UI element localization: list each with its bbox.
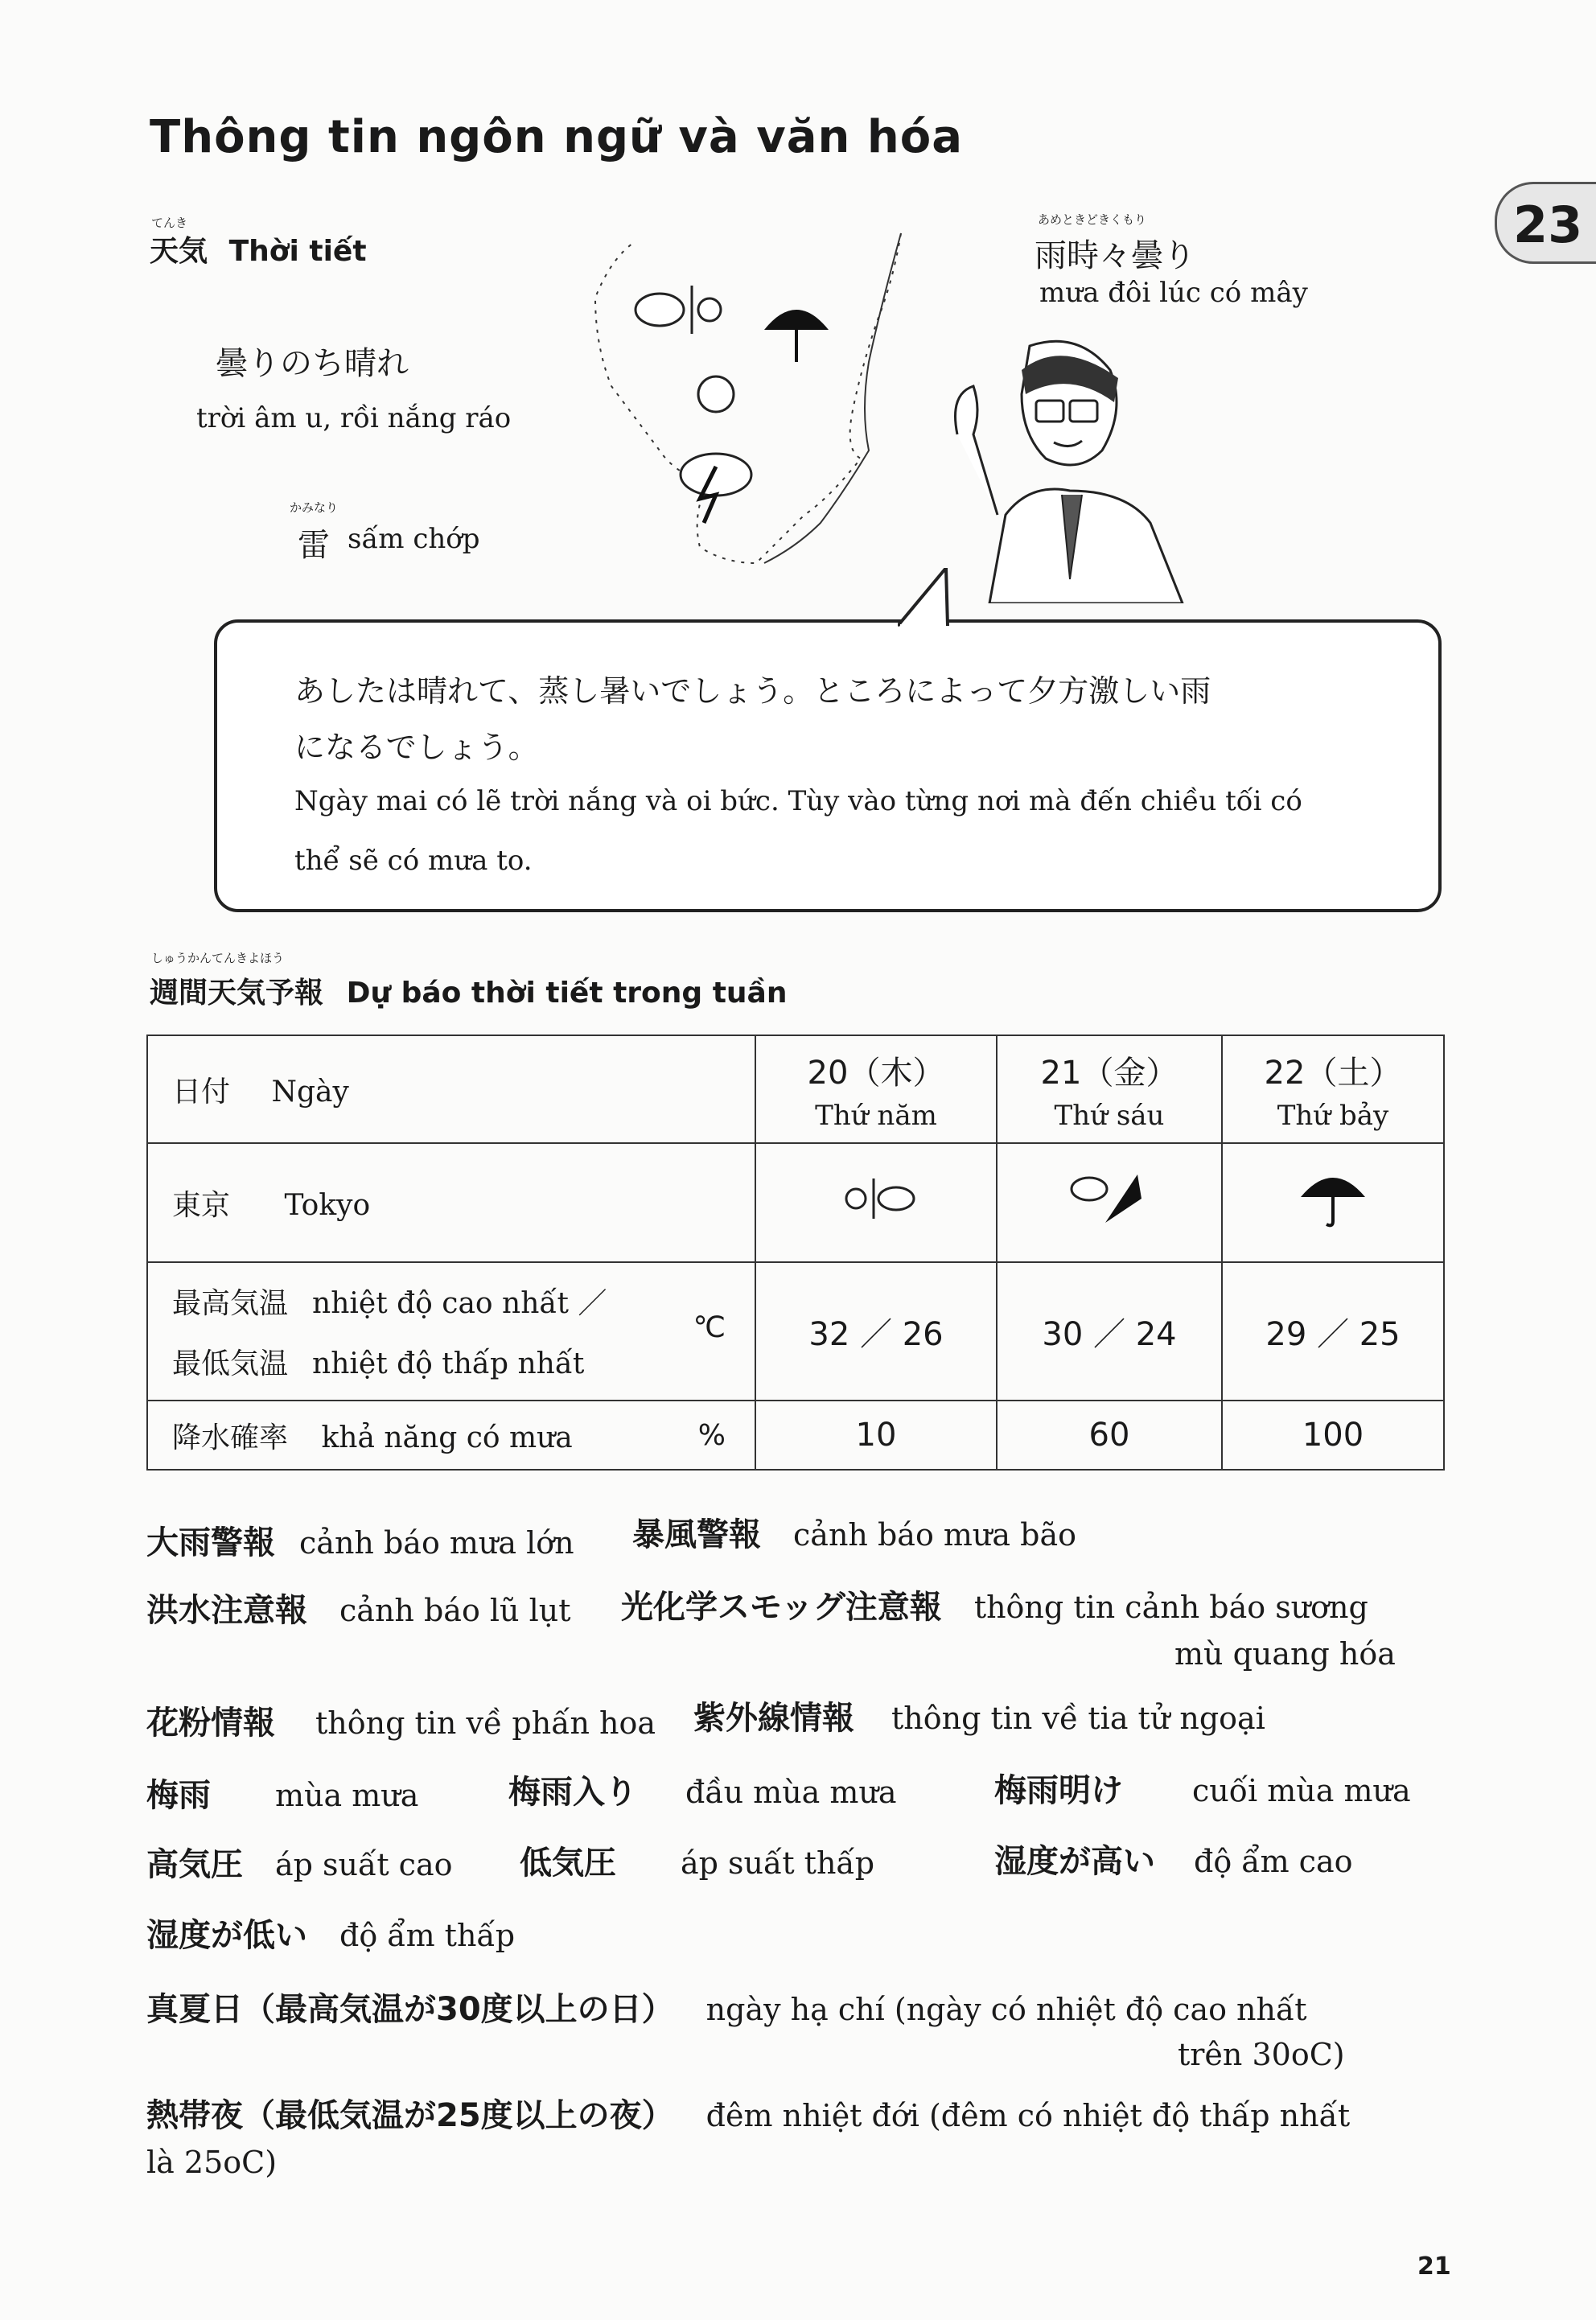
vocab-rainy-season-vn: mùa mưa — [275, 1778, 419, 1813]
vocab-rainy-season-jp: 梅雨 — [146, 1777, 211, 1814]
weather-heading-vn: Thời tiết — [228, 235, 367, 268]
label-rain-cloudy-jp: 雨時々曇り — [1035, 237, 1195, 274]
presenter-illustration — [941, 338, 1199, 603]
vocab-high-pressure-vn: áp suất cao — [275, 1847, 453, 1882]
vocab-midsummer-vn-2: trên 30oC) — [1178, 2037, 1345, 2072]
label-rain-cloudy-vn: mưa đôi lúc có mây — [1039, 277, 1308, 309]
page-title: Thông tin ngôn ngữ và văn hóa — [150, 111, 963, 163]
weather-heading-furigana: てんき — [151, 216, 188, 230]
vocab-rainy-end-jp: 梅雨明け — [994, 1772, 1123, 1809]
vocab-humid-low-jp: 湿度が低い — [146, 1917, 307, 1954]
vocab-heavy-rain-vn: cảnh báo mưa lớn — [299, 1525, 574, 1561]
speech-bubble — [214, 619, 1442, 912]
vocab-heavy-rain-jp: 大雨警報 — [146, 1524, 275, 1561]
weekly-forecast-table — [146, 1035, 1445, 1471]
umbrella-icon — [764, 310, 829, 362]
vocab-humid-high-vn: độ ẩm cao — [1194, 1844, 1353, 1879]
table-row-rain — [147, 1401, 1444, 1470]
speech-vn-line-2: thể sẽ có mưa to. — [294, 845, 533, 877]
forecast-heading-furigana: しゅうかんてんきよほう — [151, 951, 285, 965]
day-1-rain: 10 — [755, 1401, 997, 1470]
vocab-low-pressure-jp: 低気圧 — [520, 1845, 616, 1882]
forecast-heading-vn: Dự báo thời tiết trong tuần — [346, 977, 788, 1010]
vocab-low-pressure — [520, 1837, 874, 1883]
vocab-smog-jp: 光化学スモッグ注意報 — [621, 1589, 942, 1626]
vocab-flood-vn: cảnh báo lũ lụt — [339, 1593, 571, 1628]
day-2-rain: 60 — [997, 1401, 1222, 1470]
label-thunder-vn: sấm chớp — [348, 523, 480, 555]
table-row-temperature — [147, 1262, 1444, 1401]
day-2-weekday: Thứ sáu — [1054, 1099, 1165, 1132]
vocab-storm-jp: 暴風警報 — [632, 1516, 761, 1553]
vocab-midsummer-jp: 真夏日（最高気温が30度以上の日） — [146, 1991, 674, 2028]
day-3-date: 22（土） — [1264, 1054, 1402, 1092]
max-temp-jp: 最高気温 — [172, 1287, 289, 1320]
vocab-midsummer-vn: ngày hạ chí (ngày có nhiệt độ cao nhất — [705, 1992, 1307, 2027]
city-vn: Tokyo — [284, 1188, 371, 1222]
rain-vn: khả năng có mưa — [321, 1421, 573, 1454]
vocab-rainy-end-vn: cuối mùa mưa — [1192, 1773, 1411, 1808]
vocab-pollen — [146, 1697, 656, 1743]
label-rain-cloudy-furigana: あめときどきくもり — [1038, 212, 1147, 227]
day-2-cell — [997, 1035, 1222, 1143]
cloud-umbrella-icon — [1065, 1166, 1154, 1231]
vocab-humid-high — [994, 1836, 1353, 1882]
vocab-uv-vn: thông tin về tia tử ngoại — [891, 1701, 1265, 1736]
max-temp-vn: nhiệt độ cao nhất ／ — [312, 1287, 607, 1320]
page-number: 21 — [1417, 2252, 1451, 2281]
vocab-uv-jp: 紫外線情報 — [693, 1700, 854, 1737]
thunder-cloud-icon — [681, 454, 751, 523]
day-3-temps: 29 ／ 25 — [1222, 1262, 1444, 1401]
sun-icon — [698, 376, 734, 412]
vocab-smog-vn: thông tin cảnh báo sương — [973, 1590, 1368, 1625]
rain-label-cell — [147, 1401, 755, 1470]
speech-jp-line-2: になるでしょう。 — [294, 730, 539, 765]
vocab-heavy-rain — [146, 1517, 574, 1563]
vocab-rainy-start — [508, 1767, 897, 1812]
vocab-flood-jp: 洪水注意報 — [146, 1592, 307, 1629]
label-cloudy-then-sunny-vn: trời âm u, rồi nắng ráo — [196, 402, 512, 434]
cloud-sun-icon — [636, 286, 721, 334]
day-3-weather-cell — [1222, 1143, 1444, 1262]
day-1-cell — [755, 1035, 997, 1143]
vocab-midsummer — [146, 1984, 1307, 2030]
label-thunder-jp: 雷 — [298, 527, 330, 564]
table-row-date — [147, 1035, 1444, 1143]
vocab-tropical-night-vn: đêm nhiệt đới (đêm có nhiệt độ thấp nhất — [705, 2098, 1351, 2133]
day-3-cell — [1222, 1035, 1444, 1143]
lesson-number: 23 — [1513, 195, 1583, 254]
vocab-smog-vn-2: mù quang hóa — [1174, 1636, 1396, 1672]
label-cloudy-then-sunny-jp: 曇りのち晴れ — [216, 345, 409, 382]
day-3-rain: 100 — [1222, 1401, 1444, 1470]
day-2-date: 21（金） — [1040, 1054, 1178, 1092]
vocab-rainy-start-vn: đầu mùa mưa — [685, 1775, 897, 1810]
day-1-date: 20（木） — [807, 1054, 945, 1092]
vocab-high-pressure — [146, 1839, 453, 1885]
min-temp-vn: nhiệt độ thấp nhất — [312, 1347, 585, 1380]
vocab-humid-high-jp: 湿度が高い — [994, 1843, 1155, 1880]
vocab-tropical-night — [146, 2090, 1350, 2136]
vocab-tropical-night-vn-2: là 25oC) — [146, 2145, 278, 2180]
vocab-humid-low — [146, 1910, 515, 1956]
day-3-weekday: Thứ bảy — [1277, 1099, 1389, 1132]
vocab-rainy-start-jp: 梅雨入り — [508, 1774, 637, 1811]
rain-jp: 降水確率 — [172, 1421, 289, 1454]
forecast-heading-jp: 週間天気予報 — [150, 977, 324, 1010]
vocab-pollen-vn: thông tin về phấn hoa — [315, 1705, 656, 1741]
city-cell — [147, 1143, 755, 1262]
lesson-badge — [1495, 182, 1596, 264]
temperature-label-cell — [147, 1262, 755, 1401]
vocab-uv — [693, 1693, 1265, 1738]
vocab-pollen-jp: 花粉情報 — [146, 1705, 275, 1742]
vocab-smog — [621, 1582, 1368, 1627]
date-label-vn: Ngày — [271, 1075, 349, 1109]
label-thunder-furigana: かみなり — [290, 500, 339, 515]
forecast-heading — [150, 970, 787, 1011]
vocab-rainy-season — [146, 1770, 418, 1816]
speech-bubble-tail — [898, 568, 978, 627]
vocab-low-pressure-vn: áp suất thấp — [681, 1845, 875, 1881]
vocab-rainy-end — [994, 1765, 1411, 1811]
temp-unit: ℃ — [693, 1311, 726, 1344]
date-label-cell — [147, 1035, 755, 1143]
city-jp: 東京 — [172, 1188, 231, 1222]
weather-map-illustration — [563, 209, 949, 579]
vocab-humid-low-vn: độ ẩm thấp — [339, 1918, 516, 1953]
day-1-weather-cell — [755, 1143, 997, 1262]
vocab-high-pressure-jp: 高気圧 — [146, 1846, 243, 1883]
sun-cloud-icon — [832, 1174, 920, 1223]
weather-heading-jp: 天気 — [150, 235, 208, 268]
date-label-jp: 日付 — [172, 1075, 231, 1109]
weather-heading — [150, 228, 367, 269]
vocab-tropical-night-jp: 熱帯夜（最低気温が25度以上の夜） — [146, 2097, 674, 2134]
speech-jp-line-1: あしたは晴れて、蒸し暑いでしょう。ところによって夕方激しい雨 — [294, 673, 1211, 709]
table-row-city — [147, 1143, 1444, 1262]
vocab-storm-vn: cảnh báo mưa bão — [793, 1517, 1077, 1553]
day-1-temps: 32 ／ 26 — [755, 1262, 997, 1401]
day-2-temps: 30 ／ 24 — [997, 1262, 1222, 1401]
umbrella-icon — [1293, 1166, 1373, 1231]
day-2-weather-cell — [997, 1143, 1222, 1262]
min-temp-jp: 最低気温 — [172, 1347, 289, 1380]
rain-unit: % — [697, 1419, 726, 1452]
vocab-storm — [632, 1509, 1076, 1555]
vocab-flood — [146, 1585, 571, 1631]
day-1-weekday: Thứ năm — [815, 1099, 937, 1132]
speech-vn-line-1: Ngày mai có lẽ trời nắng và oi bức. Tùy vào từng nơi mà đến chiều tối có — [294, 785, 1302, 817]
